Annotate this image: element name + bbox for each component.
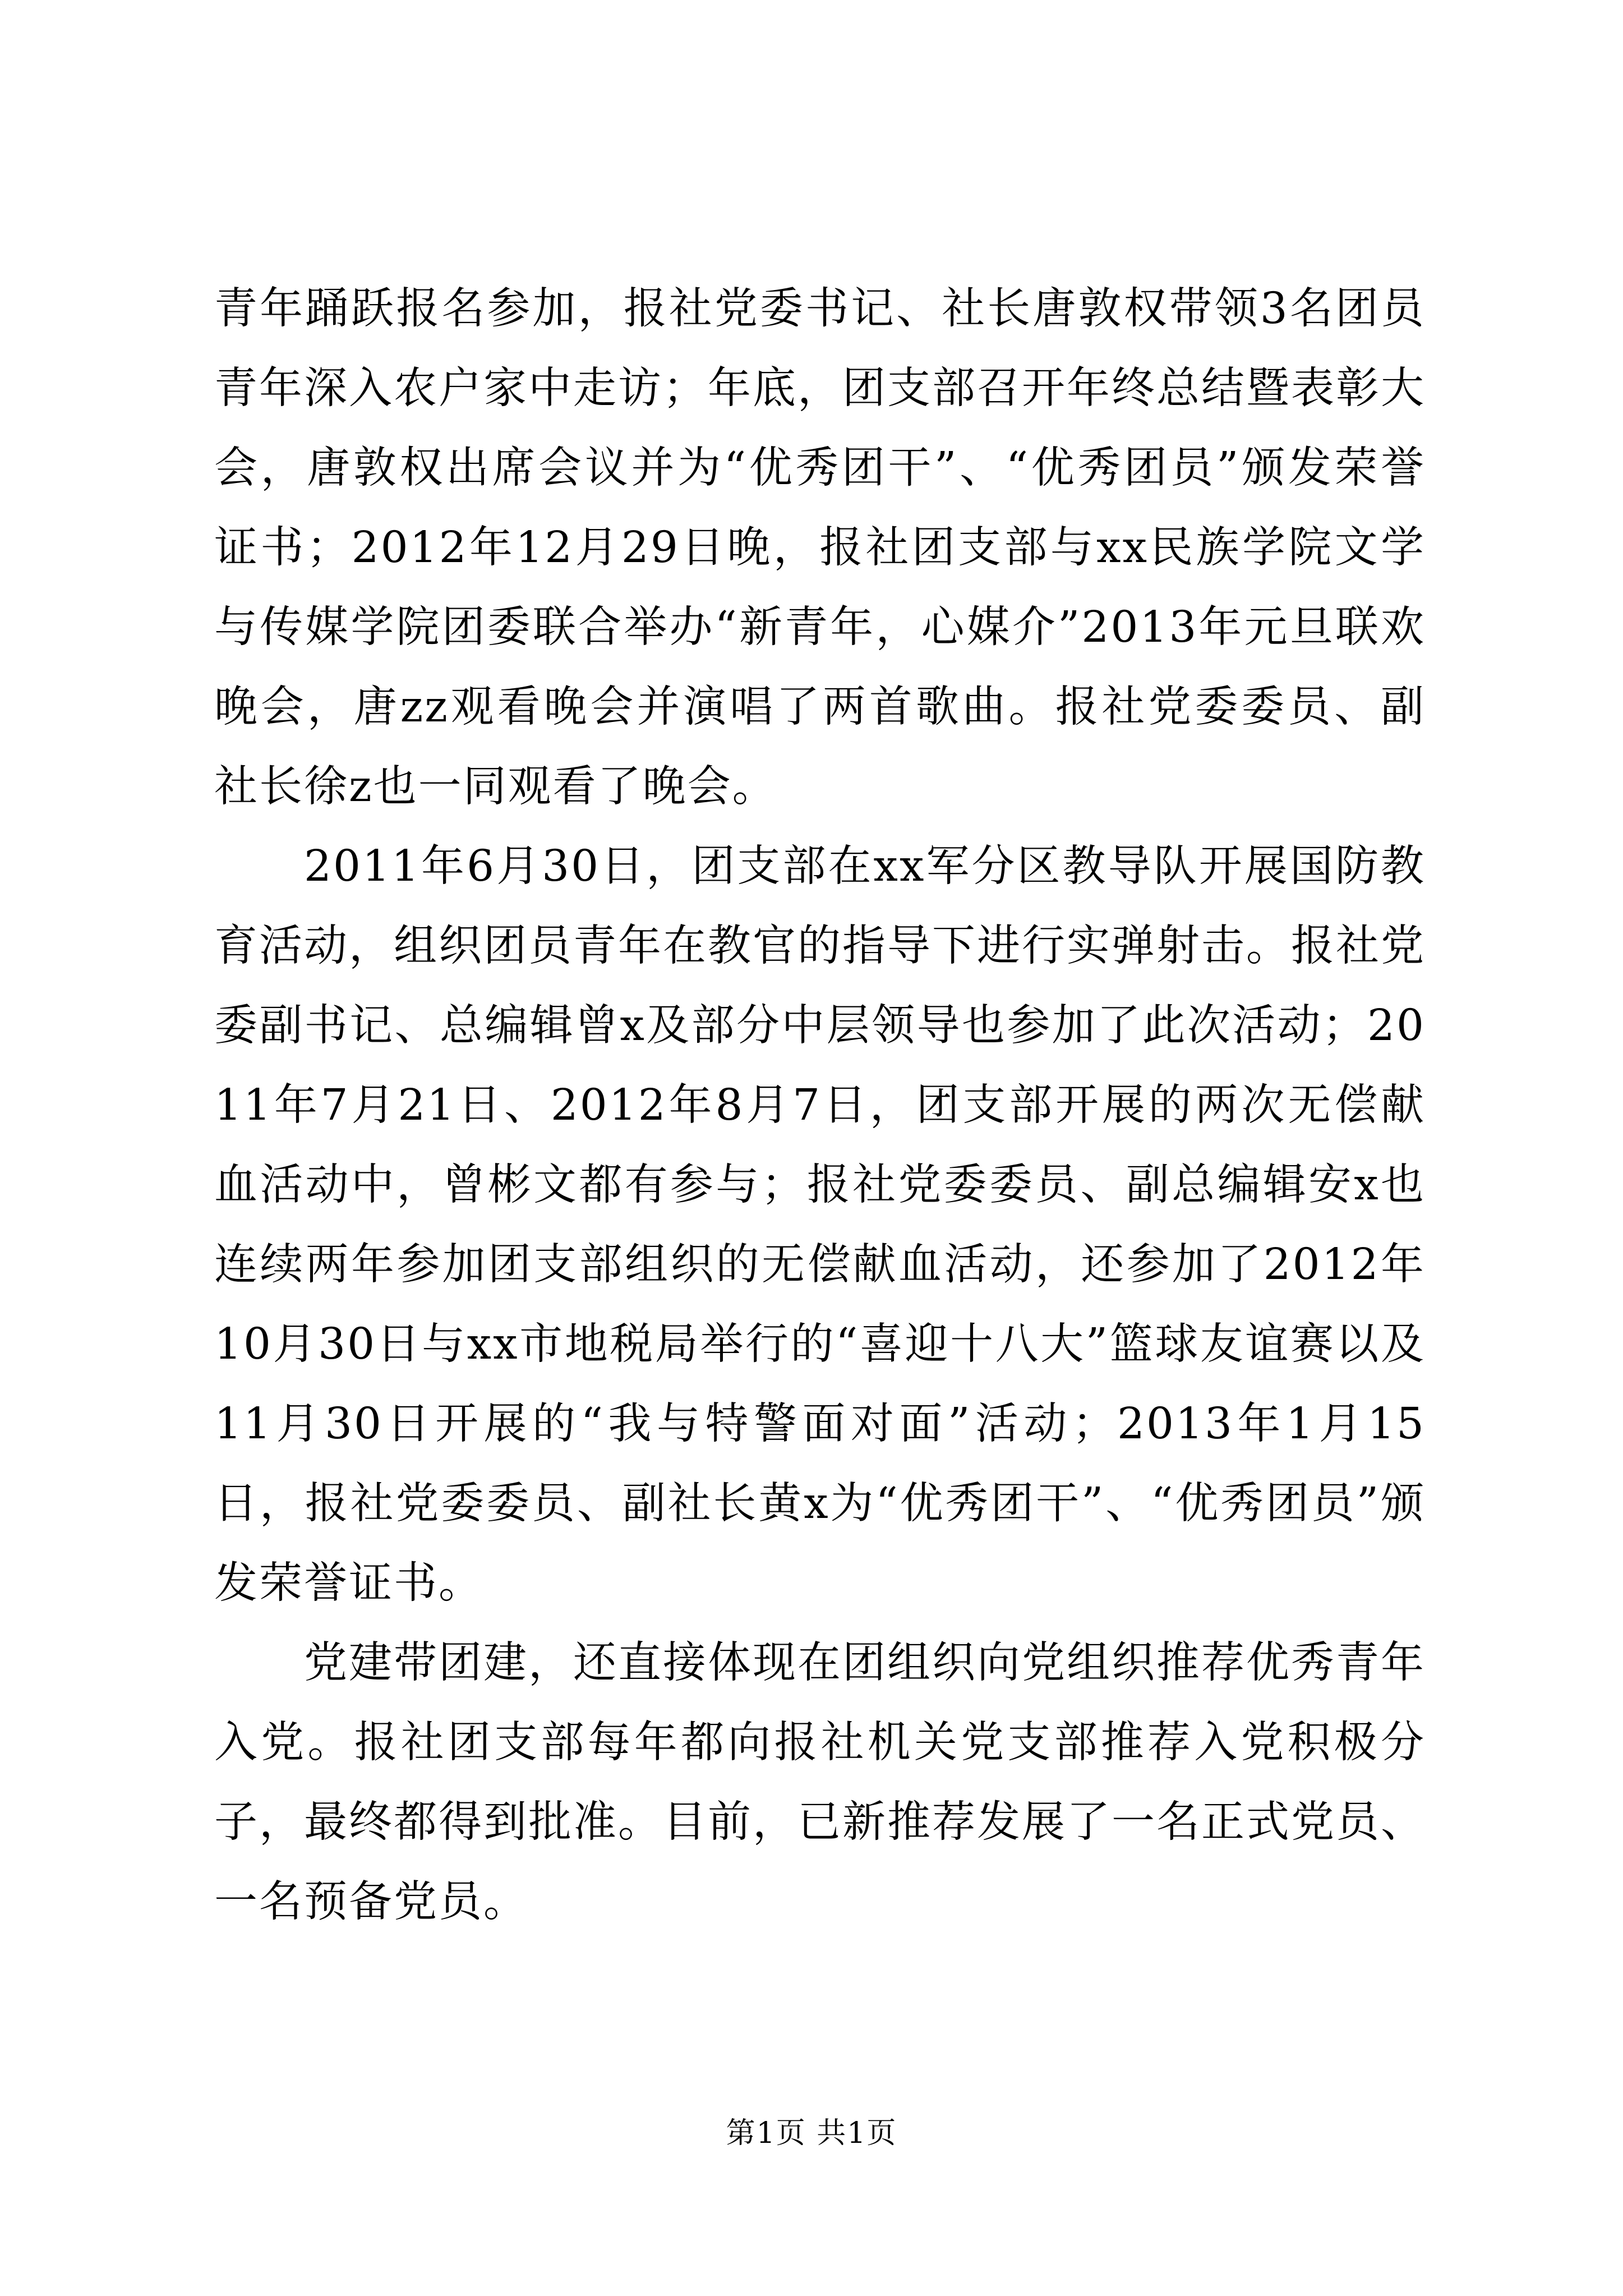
page-footer: 第1页 共1页 xyxy=(726,2116,897,2150)
paragraph-2: 2011年6月30日，团支部在xx军分区教导队开展国防教育活动，组织团员青年在教官的指导下进行实弹射击。报社党委副书记、总编辑曾x及部分中层领导也参加了此次活动；2011年7月21日、2012年8月7日，团支部开展的两次无偿献血活动中，曾彬文都有参与；报社党委委员、副总编辑安x也连续两年参加团支部组织的无偿献血活动，还参加了2012年10月30日与xx市地税局举行的“喜迎十八大”篮球友谊赛以及11月30日开展的“我与特警面对面”活动；2013年1月15日，报社党委委员、副社长黄x为“优秀团干”、“优秀团员”颁发荣誉证书。 xyxy=(214,841,1426,1608)
paragraph-3: 党建带团建，还直接体现在团组织向党组织推荐优秀青年入党。报社团支部每年都向报社机关党支部推荐入党积极分子，最终都得到批准。目前，已新推荐发展了一名正式党员、一名预备党员。 xyxy=(214,1638,1426,1927)
document-body xyxy=(214,269,1426,1942)
paragraph-1: 青年踊跃报名参加，报社党委书记、社长唐敦权带领3名团员青年深入农户家中走访；年底，团支部召开年终总结暨表彰大会，唐敦权出席会议并为“优秀团干”、“优秀团员”颁发荣誉证书；2012年12月29日晚，报社团支部与xx民族学院文学与传媒学院团委联合举办“新青年，心媒介”2013年元旦联欢晚会，唐zz观看晚会并演唱了两首歌曲。报社党委委员、副社长徐z也一同观看了晚会。 xyxy=(214,284,1426,812)
